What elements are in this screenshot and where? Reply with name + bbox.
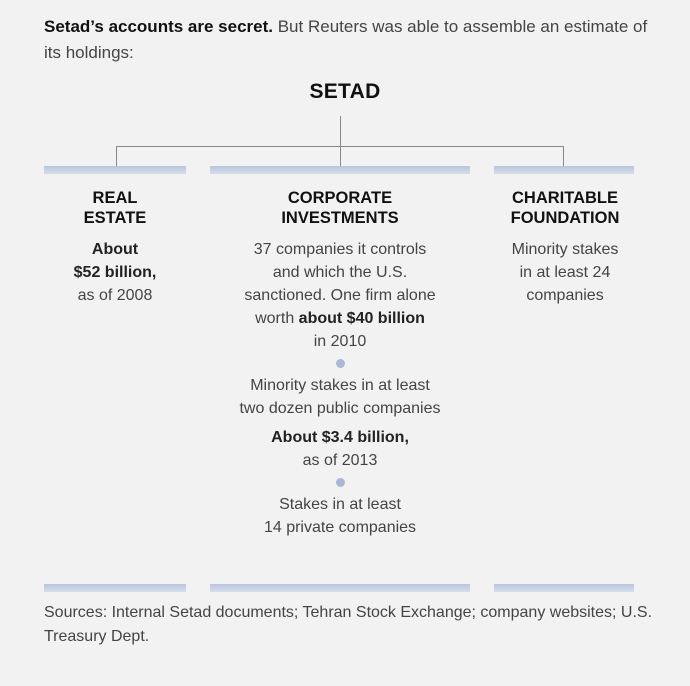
- column-corporate-investments: [200, 188, 480, 539]
- heading-line: CHARITABLE: [511, 189, 619, 207]
- heading-line: FOUNDATION: [510, 209, 620, 227]
- separator-dot: [336, 359, 345, 368]
- text-line: Stakes in at least: [279, 496, 401, 513]
- heading-line: INVESTMENTS: [281, 209, 399, 227]
- value-line: in at least 24: [519, 264, 611, 281]
- text-line: as of 2013: [302, 452, 378, 469]
- text-fragment: worth: [255, 310, 299, 327]
- heading-line: ESTATE: [83, 209, 147, 227]
- value-line: About: [91, 241, 139, 258]
- column-heading: [490, 188, 640, 228]
- root-node-title: SETAD: [309, 80, 381, 103]
- intro-text: [44, 14, 664, 66]
- intro-lead: Setad’s accounts are secret.: [44, 17, 273, 36]
- connector-left-drop: [116, 146, 117, 166]
- value-line: $52 billion,: [73, 264, 157, 281]
- connector-vertical-root: [340, 116, 341, 146]
- bottom-bar-corporate: [210, 584, 470, 592]
- text-line: two dozen public companies: [239, 400, 441, 417]
- text-line: and which the U.S.: [272, 264, 408, 281]
- text-line: [200, 307, 480, 330]
- value-line: Minority stakes: [511, 241, 619, 258]
- text-line: 37 companies it controls: [253, 241, 427, 258]
- top-bar-real-estate: [44, 166, 186, 174]
- column-heading: [200, 188, 480, 228]
- text-line: in 2010: [313, 333, 367, 350]
- connector-center-drop: [340, 146, 341, 166]
- real-estate-value: [44, 238, 186, 307]
- intro-rest: But Reuters was able to assemble an estimate of its holdings:: [44, 17, 648, 62]
- connector-right-drop: [563, 146, 564, 166]
- corporate-block-controlled: [200, 238, 480, 353]
- top-bar-charitable: [494, 166, 634, 174]
- sources-note: Sources: Internal Setad documents; Tehran Stock Exchange; company websites; U.S. Treasury Dept.: [44, 604, 653, 645]
- charitable-value: [490, 238, 640, 307]
- text-line: Minority stakes in at least: [250, 377, 430, 394]
- bottom-bar-real-estate: [44, 584, 186, 592]
- corporate-block-private: [200, 493, 480, 539]
- separator-dot: [336, 478, 345, 487]
- text-line: sanctioned. One firm alone: [244, 287, 436, 304]
- text-line: About $3.4 billion,: [271, 429, 409, 446]
- heading-line: REAL: [92, 189, 138, 207]
- text-line: 14 private companies: [263, 519, 417, 536]
- heading-line: CORPORATE: [287, 189, 393, 207]
- bottom-bar-charitable: [494, 584, 634, 592]
- column-real-estate: [44, 188, 186, 307]
- top-bar-corporate: [210, 166, 470, 174]
- corporate-block-public: [200, 374, 480, 472]
- value-line: as of 2008: [77, 287, 153, 304]
- column-heading: [44, 188, 186, 228]
- column-charitable-foundation: [490, 188, 640, 307]
- value-line: companies: [526, 287, 604, 304]
- text-fragment-bold: about $40 billion: [298, 310, 425, 327]
